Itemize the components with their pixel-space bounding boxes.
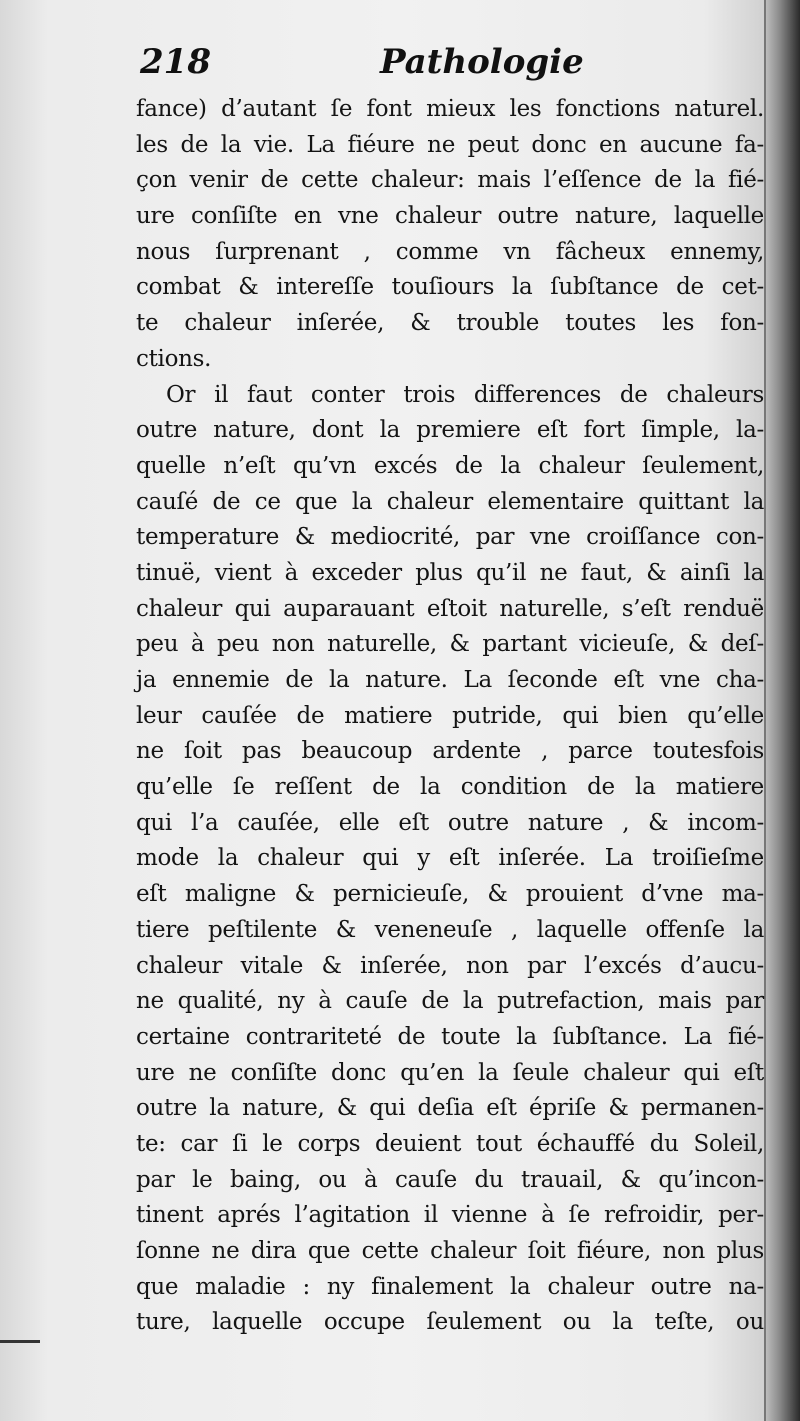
text-line: eſt maligne & pernicieuſe, & prouient d’vne ma- xyxy=(136,881,764,908)
text-line: outre nature, dont la premiere eſt fort ſimple, la- xyxy=(136,417,764,444)
text-line: ja ennemie de la nature. La ſeconde eſt vne cha- xyxy=(136,667,764,693)
text-line: certaine contrariteté de toute la ſubſtance. La fié- xyxy=(136,1023,764,1050)
text-line: tinuë, vient à exceder plus qu’il ne faut, & ainſi la xyxy=(136,559,764,586)
text-line: ure conſiſte en vne chaleur outre nature, laquelle xyxy=(136,203,764,230)
text-line: par le baing, ou à cauſe du trauail, & qu’incon- xyxy=(136,1166,764,1193)
text-line: ctions. xyxy=(136,345,212,372)
text-line: ture, laquelle occupe ſeulement ou la teſte, ou xyxy=(136,1309,764,1336)
text-line: fance) d’autant ſe font mieux les fonctions naturel. xyxy=(136,96,764,122)
text-line: ſonne ne dira que cette chaleur ſoit fiéure, non plus xyxy=(136,1238,764,1264)
text-line: mode la chaleur qui y eſt inſerée. La troiſieſme xyxy=(136,845,764,872)
text-line: combat & intereſſe touſiours la ſubſtance de cet- xyxy=(136,274,764,301)
text-line: que maladie : ny finalement la chaleur outre na- xyxy=(136,1273,764,1300)
running-title: Pathologie xyxy=(380,42,584,82)
text-line: leur cauſée de matiere putride, qui bien qu’elle xyxy=(136,702,764,729)
text-line: temperature & mediocrité, par vne croiſſance con- xyxy=(136,524,764,551)
text-line: Or il faut conter trois differences de chaleurs xyxy=(166,381,764,408)
text-line: chaleur vitale & inſerée, non par l’excés d’aucu- xyxy=(136,952,764,979)
page-edge-line xyxy=(764,0,766,1421)
text-line: cauſé de ce que la chaleur elementaire quittant la xyxy=(136,488,764,515)
text-line: outre la nature, & qui deſia eſt épriſe & permanen- xyxy=(136,1095,764,1122)
text-line: tiere peſtilente & veneneuſe , laquelle offenſe la xyxy=(136,916,764,943)
text-line: nous ſurprenant , comme vn fâcheux ennemy, xyxy=(136,238,764,265)
text-line: tinent aprés l’agitation il vienne à ſe refroidir, per- xyxy=(136,1202,764,1229)
text-line: quelle n’eſt qu’vn excés de la chaleur ſeulement, xyxy=(136,452,764,479)
page-header xyxy=(140,42,760,88)
text-line: ne ſoit pas beaucoup ardente , parce toutesfois xyxy=(136,738,764,765)
text-line: te: car ſi le corps deuient tout échauffé du Soleil, xyxy=(136,1130,764,1157)
text-line: çon venir de cette chaleur: mais l’eſſence de la fié- xyxy=(136,167,764,194)
margin-mark xyxy=(0,1340,40,1343)
text-line: peu à peu non naturelle, & partant vicieuſe, & deſ- xyxy=(136,631,764,658)
text-line: ne qualité, ny à cauſe de la putrefaction, mais par xyxy=(136,988,764,1015)
text-line: chaleur qui auparauant eſtoit naturelle, s’eſt renduë xyxy=(136,595,764,622)
text-line: ure ne conſiſte donc qu’en la ſeule chaleur qui eſt xyxy=(136,1059,764,1086)
text-line: qui l’a cauſée, elle eſt outre nature , & incom- xyxy=(136,809,764,836)
body-text xyxy=(136,92,764,1341)
page-number: 218 xyxy=(140,42,211,82)
text-line: te chaleur inſerée, & trouble toutes les fon- xyxy=(136,310,764,337)
page-edge-shadow xyxy=(766,0,800,1421)
text-line: les de la vie. La fiéure ne peut donc en aucune fa- xyxy=(136,131,764,158)
text-line: qu’elle ſe reſſent de la condition de la matiere xyxy=(136,774,764,801)
